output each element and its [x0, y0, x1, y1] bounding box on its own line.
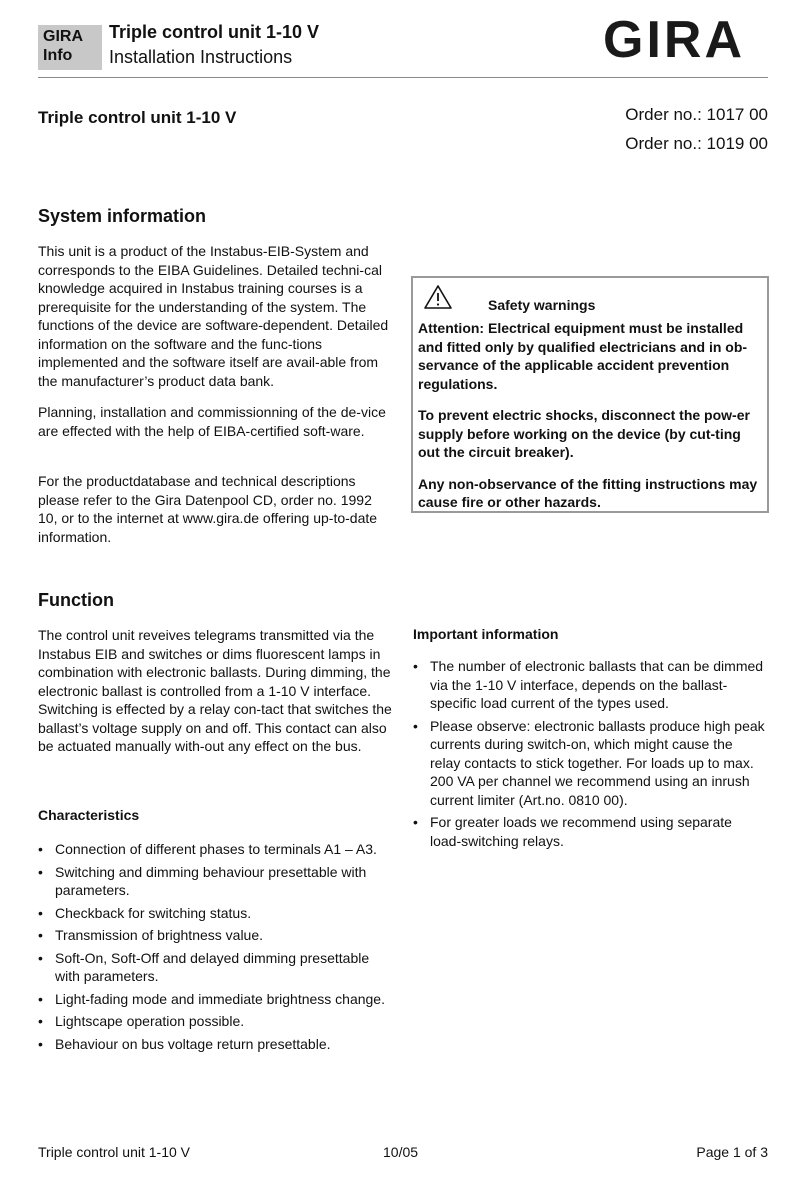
function-paragraph: The control unit reveives telegrams transmitted via the Instabus EIB and switches or dims fluorescent lamps in combination with electronic ballasts. During dimming, the electronic ballast is controlled from a 1-10 V interface. Switching is effected by a relay con-tact that switches the ballast’s voltage supply on and off. This contact can also be actuated manually with-out any effect on the bus.	[38, 627, 392, 754]
safety-header	[418, 283, 764, 313]
safety-warnings-title: Safety warnings	[488, 297, 596, 313]
characteristics-list	[38, 840, 393, 1053]
header-divider	[38, 77, 768, 78]
header-subtitle: Installation Instructions	[109, 47, 293, 67]
safety-paragraph-1: Attention: Electrical equipment must be installed and fitted only by qualified electricians and in ob-servance of the applicable accident prevention regulations.	[418, 320, 748, 392]
list-item: • The number of electronic ballasts that can be dimmed via the 1-10 V interface, depends on the ballast-specific load current of the types used.	[413, 657, 765, 713]
order-number-1: Order no.: 1017 00	[625, 105, 768, 124]
order-number-2: Order no.: 1019 00	[625, 134, 768, 153]
header-title: Triple control unit 1-10 V	[109, 22, 320, 42]
list-item: • For greater loads we recommend using separate load-switching relays.	[413, 813, 765, 850]
warning-triangle-icon	[423, 284, 453, 315]
badge-line-1: GIRA	[43, 28, 83, 45]
brand-logo: GIRA	[603, 11, 745, 69]
badge-line-2: Info	[43, 47, 73, 64]
footer-title: Triple control unit 1-10 V	[38, 1144, 190, 1160]
characteristics-heading: Characteristics	[38, 807, 140, 823]
system-info-paragraph-2: Planning, installation and commissionning of the de-vice are effected with the help of EIBA-certified soft-ware.	[38, 404, 386, 439]
safety-paragraph-2: To prevent electric shocks, disconnect the pow-er supply before working on the device (by cut-ting out the circuit breaker).	[418, 407, 750, 460]
list-item: • Behaviour on bus voltage return presettable.	[38, 1035, 393, 1054]
gira-info-badge	[38, 25, 102, 70]
list-item: • Checkback for switching status.	[38, 904, 393, 923]
safety-paragraph-3: Any non-observance of the fitting instructions may cause fire or other hazards.	[418, 475, 758, 510]
list-item: • Connection of different phases to terminals A1 – A3.	[38, 840, 393, 859]
important-information-heading: Important information	[413, 626, 559, 642]
important-information-list	[413, 657, 765, 850]
function-heading: Function	[38, 590, 114, 610]
document-title: Triple control unit 1-10 V	[38, 108, 237, 127]
system-info-paragraph-1: This unit is a product of the Instabus-EIB-System and corresponds to the EIBA Guidelines. Detailed techni-cal knowledge acquired in Instabus training courses is a prerequisite for the understanding of the system. The functions of the device are software-dependent. Detailed information on the software and the func-tions implemented and the software itself are avail-able from the manufacturer’s product data bank.	[38, 243, 389, 389]
footer-date: 10/05	[383, 1144, 419, 1160]
list-item: • Switching and dimming behaviour presettable with parameters.	[38, 863, 393, 900]
list-item: • Transmission of brightness value.	[38, 926, 393, 945]
system-info-paragraph-3: For the productdatabase and technical descriptions please refer to the Gira Datenpool CD, order no. 1992 10, or to the internet at www.gira.de offering up-to-date information.	[38, 473, 378, 545]
safety-warnings-box	[411, 276, 769, 513]
footer-page-number: Page 1 of 3	[696, 1144, 768, 1160]
list-item: • Soft-On, Soft-Off and delayed dimming presettable with parameters.	[38, 949, 393, 986]
list-item: • Lightscape operation possible.	[38, 1012, 393, 1031]
list-item: • Please observe: electronic ballasts produce high peak currents during switch-on, which might cause the relay contacts to stick together. For loads up to max. 200 VA per channel we recommend using an inrush current limiter (Art.no. 0810 00).	[413, 717, 765, 810]
list-item: • Light-fading mode and immediate brightness change.	[38, 990, 393, 1009]
system-information-heading: System information	[38, 206, 207, 226]
